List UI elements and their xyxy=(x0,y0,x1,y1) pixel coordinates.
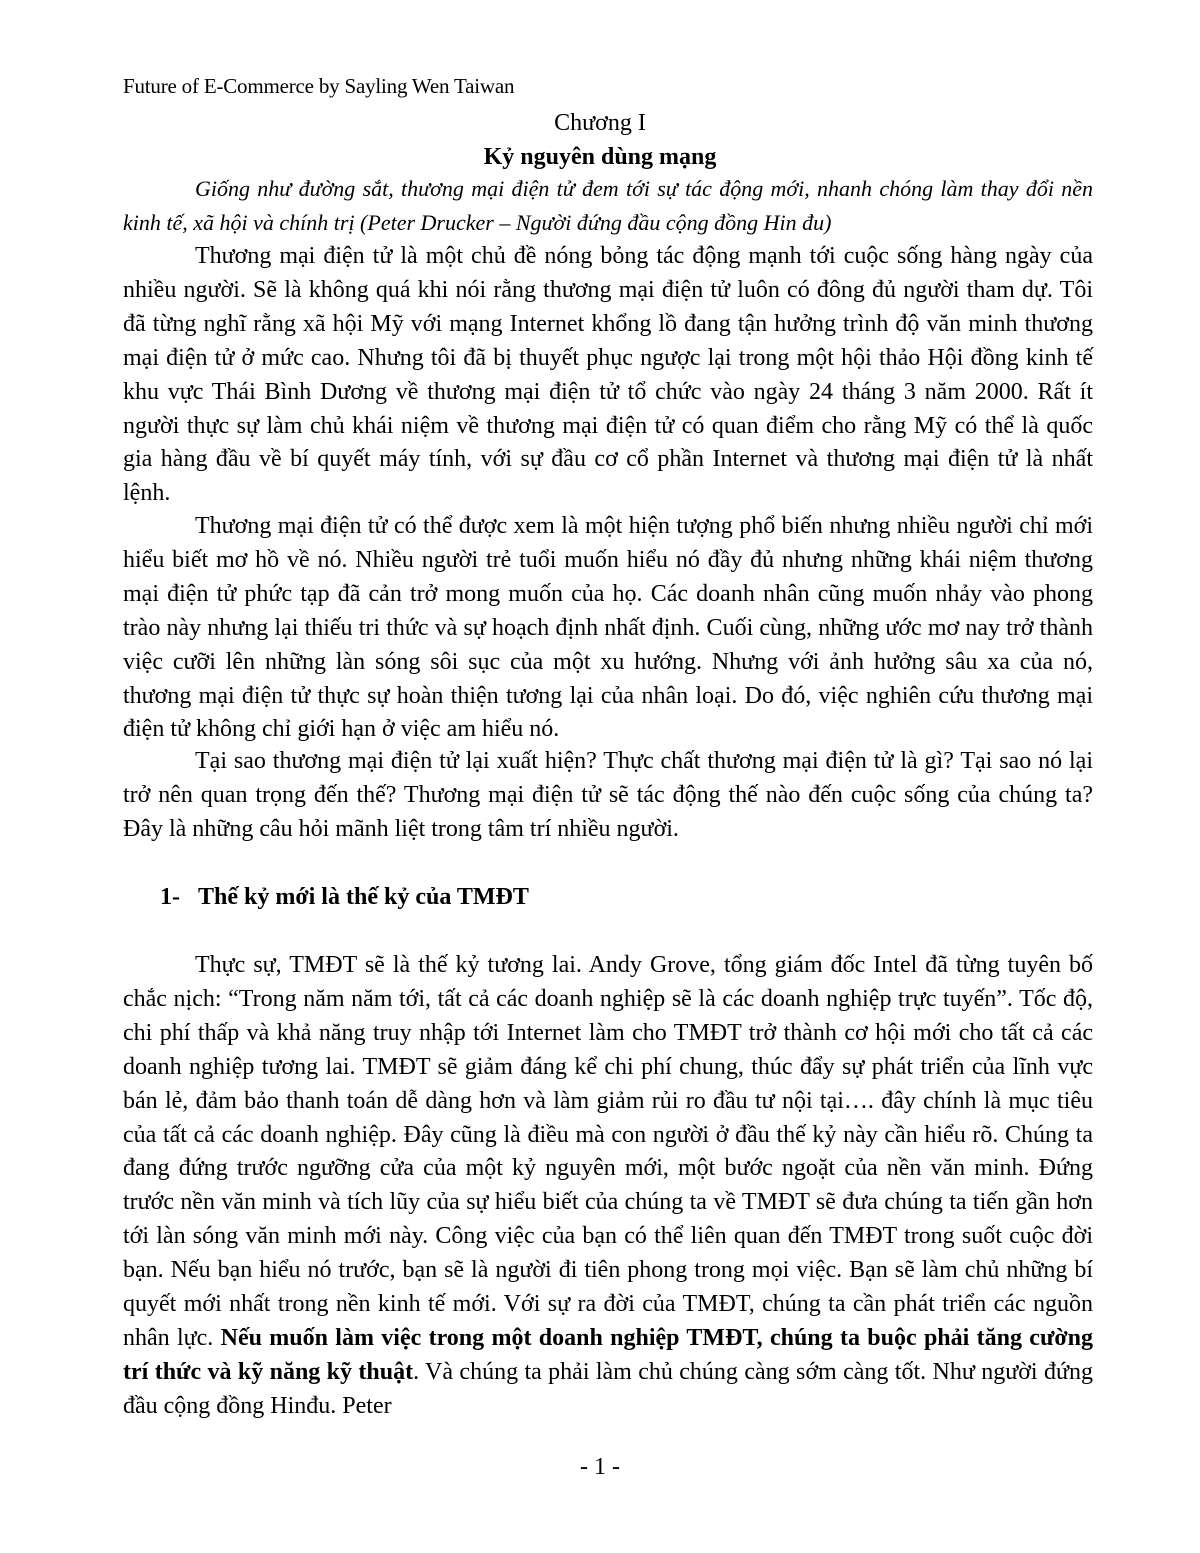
chapter-number: Chương I xyxy=(554,110,646,136)
running-header: Future of E-Commerce by Sayling Wen Taiwan xyxy=(123,74,515,98)
chapter-title: Kỷ nguyên dùng mạng xyxy=(483,144,717,170)
paragraph: Thương mại điện tử có thể được xem là một hiện tượng phổ biến nhưng nhiều người chỉ mới hiểu biết mơ hồ về nó. Nhiều người trẻ tuổi muốn hiểu nó đầy đủ nhưng những khái niệm thương mại điện tử phức tạp đã cản trở mong muốn của họ. Các doanh nhân cũng muốn nhảy vào phong trào này nhưng lại thiếu tri thức và sự hoạch định nhất định. Cuối cùng, những ước mơ nay trở thành việc cưỡi lên những làn sóng sôi sục của một xu hướng. Nhưng với ảnh hưởng sâu xa của nó, thương mại điện tử thực sự hoàn thiện tương lại của nhân loại. Do đó, việc nghiên cứu thương mại điện tử không chỉ giới hạn ở việc am hiểu nó. xyxy=(123,513,1093,743)
paragraph: Tại sao thương mại điện tử lại xuất hiện? Thực chất thương mại điện tử là gì? Tại sao nó lại trở nên quan trọng đến thế? Thương mại điện tử sẽ tác động thế nào đến cuộc sống của chúng ta? Đây là những câu hỏi mãnh liệt trong tâm trí nhiều người. xyxy=(123,748,1093,842)
section-paragraph xyxy=(123,949,1093,1424)
section-heading xyxy=(160,880,529,914)
epigraph-quote: Giống như đường sắt, thương mại điện tử đem tới sự tác động mới, nhanh chóng làm thay đổi nền kinh tế, xã hội và chính trị (Peter Drucker – Người đứng đầu cộng đồng Hin đu) xyxy=(123,176,1093,235)
section-number: 1- xyxy=(160,884,180,910)
paragraph-text: Thực sự, TMĐT sẽ là thế kỷ tương lai. Andy Grove, tổng giám đốc Intel đã từng tuyên bố chắc nịch: “Trong năm năm tới, tất cả các doanh nghiệp sẽ là các doanh nghiệp trực tuyến”. Tốc độ, chi phí thấp và khả năng truy nhập tới Internet làm cho TMĐT trở thành cơ hội mới cho tất cả các doanh nghiệp tương lai. TMĐT sẽ giảm đáng kể chi phí chung, thúc đẩy sự phát triển của lĩnh vực bán lẻ, đảm bảo thanh toán dễ dàng hơn và làm giảm rủi ro đầu tư nội tại…. đây chính là mục tiêu của tất cả các doanh nghiệp. Đây cũng là điều mà con người ở đầu thế kỷ này cần hiểu rõ. Chúng ta đang đứng trước ngưỡng cửa của một kỷ nguyên mới, một bước ngoặt của nền văn minh. Đứng trước nền văn minh và tích lũy của sự hiểu biết của chúng ta về TMĐT sẽ đưa chúng ta tiến gần hơn tới làn sóng văn minh mới này. Công việc của bạn có thể liên quan đến TMĐT trong suốt cuộc đời bạn. Nếu bạn hiểu nó trước, bạn sẽ là người đi tiên phong trong mọi việc. Bạn sẽ làm chủ những bí quyết mới nhất trong nền kinh tế mới. Với sự ra đời của TMĐT, chúng ta cần phát triển các nguồn nhân lực. xyxy=(123,952,1093,1351)
paragraph-text: . Và chúng ta phải làm chủ chúng càng sớm càng tốt. Như người đứng đầu cộng đồng Hinđu. Peter xyxy=(123,1358,1093,1419)
paragraph: Thương mại điện tử là một chủ đề nóng bỏng tác động mạnh tới cuộc sống hàng ngày của nhiều người. Sẽ là không quá khi nói rằng thương mại điện tử luôn có đông đủ người tham dự. Tôi đã từng nghĩ rằng xã hội Mỹ với mạng Internet khổng lồ đang tận hưởng trình độ văn minh thương mại điện tử ở mức cao. Nhưng tôi đã bị thuyết phục ngược lại trong một hội thảo Hội đồng kinh tế khu vực Thái Bình Dương về thương mại điện tử tổ chức vào ngày 24 tháng 3 năm 2000. Rất ít người thực sự làm chủ khái niệm về thương mại điện tử có quan điểm cho rằng Mỹ có thể là quốc gia hàng đầu về bí quyết máy tính, với sự đầu cơ cổ phần Internet và thương mại điện tử là nhất lệnh. xyxy=(123,243,1093,507)
emphasized-text: Nếu muốn làm việc trong một doanh nghiệp TMĐT, chúng ta buộc phải tăng cường trí thức và kỹ năng kỹ thuật xyxy=(123,1324,1093,1385)
section-title: Thế kỷ mới là thế kỷ của TMĐT xyxy=(198,884,529,910)
page-number: - 1 - xyxy=(580,1454,620,1480)
